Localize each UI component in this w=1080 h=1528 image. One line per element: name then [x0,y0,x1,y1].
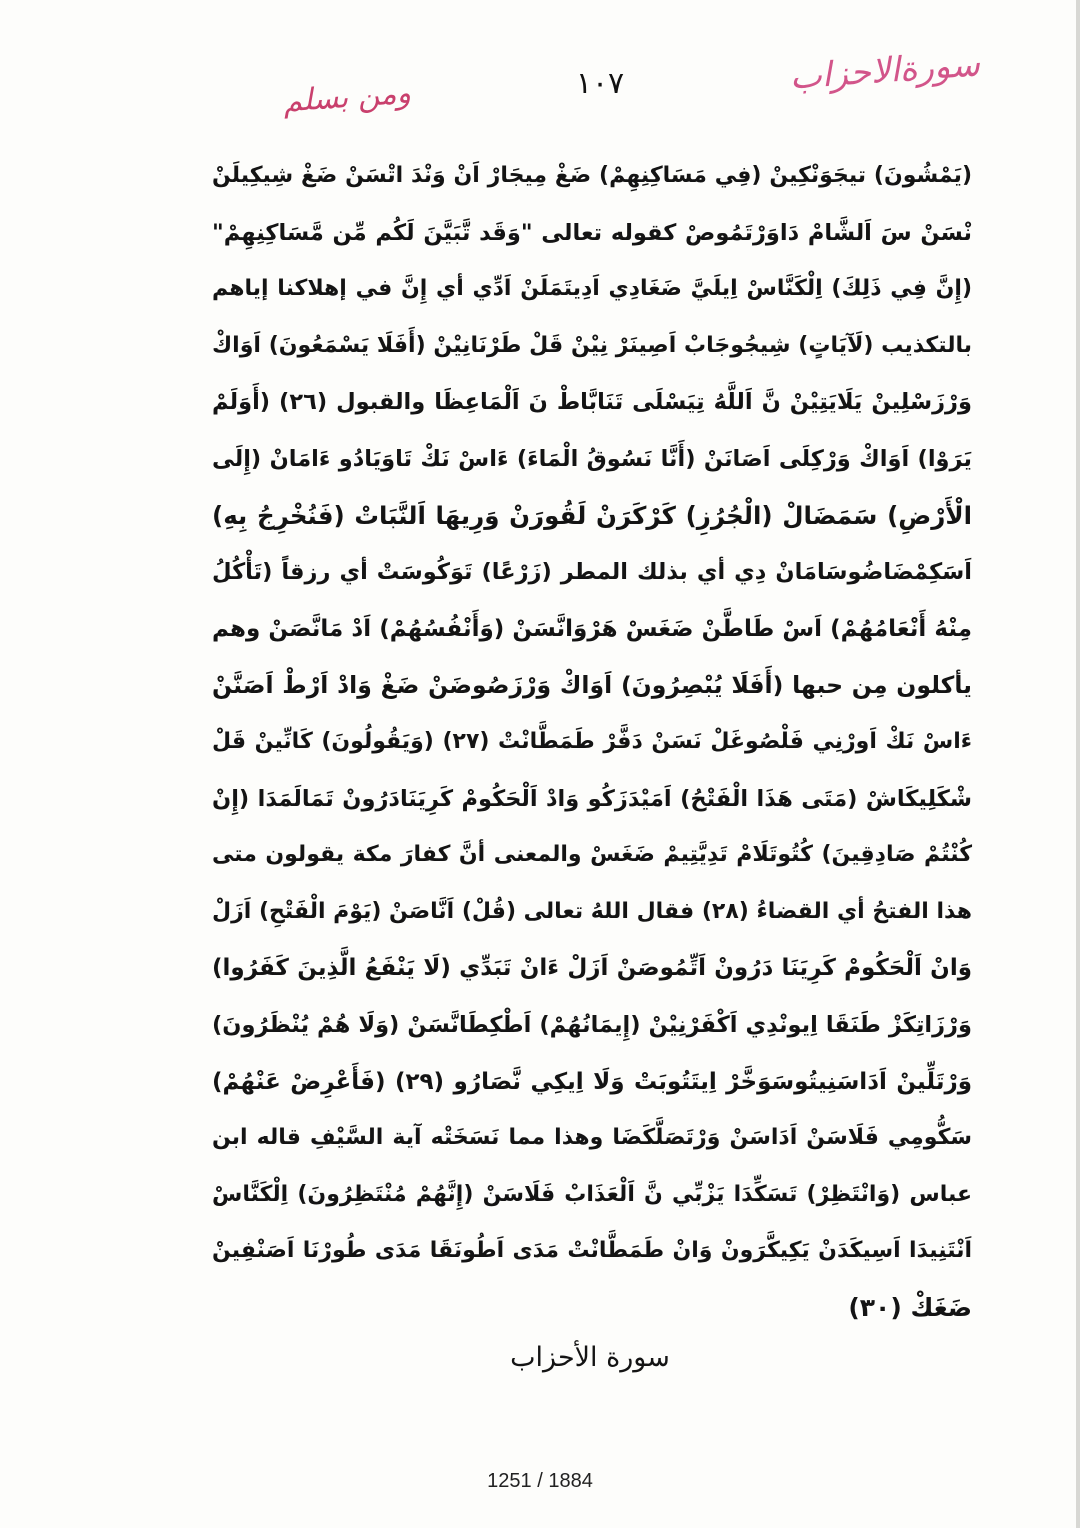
text-line: عباس (وَانْتَظِرْ) تَسَكِّدَا يَزْبِّي نَّ اَلْعَذَابْ فَلَاسَنْ (إِنَّهُمْ مُنْتَظِرُونَ) اِلْكَنَّاسْ [212,1181,972,1207]
handwritten-margin-note: ومن بسلم [281,75,413,120]
page-number: ١٠٧ [575,66,625,101]
text-line: (يَمْشُونَ) تيجَوَنْكِينْ (فِي مَسَاكِنِهِمْ) ضَغْ مِيجَارْ اَنْ وَنْدَ اتْسَنْ ضَغْ شِيكِيلَنْ [212,163,972,188]
text-line: بالتكذيب (لَآيَاتٍ) شِيجُوجَابْ اَصِينَرْ نِيْنْ قَلْ طَرْنَانِيْنْ (أَفَلَا يَسْمَعُونَ) اَوَاكْ [212,332,972,358]
text-line: ضَغَكْ (٣٠) [848,1292,972,1322]
text-line: وَانْ اَلْحَكُومْ كَرِيَنَا دَرُونْ اَتِّمُوصَنْ اَزَلْ ءَانْ تَبَدِّي (لَا يَنْفَعُ الَّذِينَ كَفَرُوا) [212,955,972,982]
body-text [212,148,972,1336]
text-line: اَسَكِمْضَاضُوسَامَانْ دِي أي بذلك المطر (زَرْعًا) تَوَكُوسَتْ أي رزقاً (تَأْكُلُ [212,559,972,586]
text-line: الْأَرْضِ) سَمَضَالْ (الْجُرُزِ) كَرْكَرَنْ لَقُورَنْ وَرِيهَا اَلنَّبَاتْ (فَنُخْرِجُ بِهِ) [212,500,972,530]
next-surah-heading: سورة الأحزاب [510,1342,670,1373]
text-line: كُنْتُمْ صَادِقِينَ) كُتُوتَلَامْ تَدِيَّتِيمْ ضَغَسْ والمعنى أنَّ كفارَ مكة يقولون متى [212,842,972,868]
text-line: وَرْزَاتِكَزْ طَنَقَا اِيونْدِي اَكْفَرْنِيْنْ (إِيمَانُهُمْ) اَطْكِطَانَّسَنْ (وَلَا هُمْ يُنْظَرُونَ) [212,1011,972,1038]
text-line: ءَاسْ نَكْ اَورْنِي فَلْصُوغَلْ نَسَنْ دَفَّرْ طَمَطَّانْتْ (٢٧) (وَيَقُولُونَ) كَانِّينْ قَلْ [212,728,973,754]
text-line: وَرْزَسْلِينْ يَلَايَتِيْنْ نَّ اَللَّهُ تِيَسْلَى تَنَابَّاطْ نَ اَلْمَاعِظَا والقبول (٢٦) (أَوَلَمْ [212,389,972,416]
text-line: مِنْهُ أَنْعَامُهُمْ) اَسْ طَاطَّنْ ضَغَسْ هَرْوَانَّسَنْ (وَأَنْفُسُهُمْ) اَدْ مَانَّصَنْ وهم [212,615,972,642]
text-line: (إِنَّ فِي ذَلِكَ) اِلْكَنَّاسْ اِيلَيَّ ضَغَادِي اَدِيتَمَلَنْ اَدِّي أي إِنَّ في إهلاكنا إياهم [212,276,972,302]
text-line: نْسَنْ سَ اَلشَّامْ دَاوَرْتَمُوصْ كقوله تعالى "وَقَد تَّبَيَّنَ لَكُم مِّن مَّسَاكِنِهِمْ" [212,219,972,246]
text-line: هذا الفتحُ أي القضاءُ (٢٨) فقال اللهُ تعالى (قُلْ) اَنَّاصَنْ (يَوْمَ الْفَتْحِ) اَزَلْ [212,898,972,924]
handwritten-surah-note: سورةالاحزاب [788,44,982,98]
text-line: وَرْتَلِّينْ اَدَاسَنِيتُوسَوَخَّرْ اِيتَتُوبَتْ وَلَا اِيكِي نَّصَارُو (٢٩) (فَأَعْرِضْ عَنْهُمْ) [212,1068,972,1095]
text-line: يأكلون مِن حبها (أَفَلَا يُبْصِرُونَ) اَوَاكْ وَرْزَصُوضَنْ ضَغْ وَادْ اَرْطْ اَصَنَّنْ [212,671,972,700]
page-counter: 1251 / 1884 [487,1470,593,1492]
text-line: سَكُّومِي فَلَاسَنْ اَدَاسَنْ وَرْتَصَلَّكَضَا وهذا مما نَسَخَتْه آية السَّيْفِ قاله ابن [212,1125,972,1151]
text-line: اَنْتَنِيدَا اَسِيكَدَنْ يَكِيكَّرَونْ وَانْ طَمَطَّانْتْ مَدَى اَطُونَقَا مَدَى طُورْنَا اَصَنْفِينْ [212,1238,972,1264]
text-line: يَرَوْا) اَوَاكْ وَرْكِلَى اَصَانَنْ (أَنَّا نَسُوقُ الْمَاءَ) ءَاسْ نَكْ تَاوَيَادُو ءَامَانْ (إِلَى [212,445,972,472]
text-line: شْكَلِيكَاشْ (مَتَى هَذَا الْفَتْحُ) اَمَيْدَزَكُو وَادْ اَلْحَكُومْ كَرِيَنَادَرُونْ تَمَالَمَدَا (إِنْ [212,785,972,812]
page-edge-shadow [1076,0,1080,1528]
